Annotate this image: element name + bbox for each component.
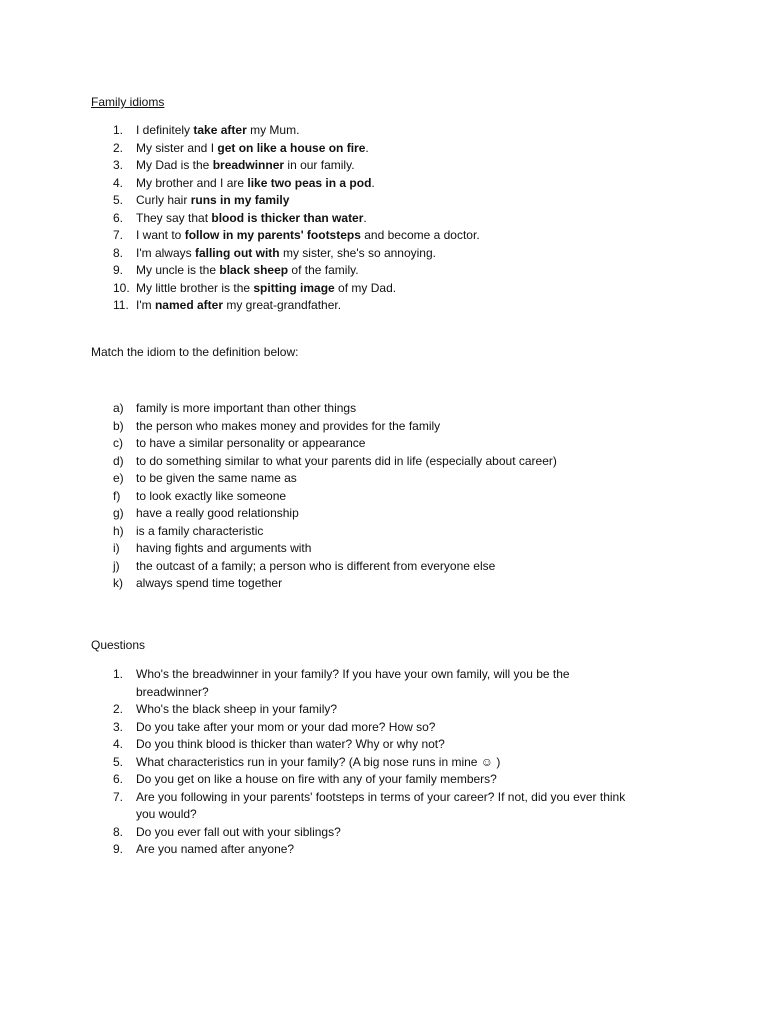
question-item <box>0 666 636 701</box>
definition-item <box>0 523 656 541</box>
idiom-text: They say that <box>136 210 212 225</box>
item-letter: c) <box>113 436 123 450</box>
idiom-item <box>0 140 656 158</box>
idiom-text: of my Dad. <box>334 280 397 295</box>
question-text: Do you ever fall out with your siblings? <box>136 824 341 839</box>
idiom-text: . <box>371 175 375 190</box>
question-text: Are you following in your parents' footsteps in terms of your career? If not, did you ever think you would? <box>136 789 626 821</box>
definition-list <box>0 400 656 593</box>
item-number: 11. <box>113 298 129 312</box>
idiom-item <box>0 245 656 263</box>
item-number: 9. <box>113 842 124 856</box>
item-letter: k) <box>113 576 123 590</box>
idiom-item <box>0 175 656 193</box>
idiom-text: I'm always <box>136 245 195 260</box>
question-text: Who's the breadwinner in your family? If you have your own family, will you be the breadwinner? <box>136 667 570 699</box>
item-letter: b) <box>113 418 124 433</box>
item-number: 3. <box>113 719 124 734</box>
question-text: What characteristics run in your family? (A big nose runs in mine ☺ ) <box>136 754 501 769</box>
question-list <box>0 666 636 859</box>
item-letter: h) <box>113 523 124 538</box>
question-item <box>0 754 636 772</box>
question-item <box>0 771 636 789</box>
idiom-text: in our family. <box>284 158 355 172</box>
item-number: 5. <box>113 754 124 769</box>
idiom-phrase: get on like a house on fire <box>217 140 366 155</box>
idiom-text: Curly hair <box>136 193 191 207</box>
definition-item <box>0 400 656 418</box>
definition-text: the person who makes money and provides for the family <box>136 418 441 433</box>
idiom-item <box>0 210 656 228</box>
idiom-phrase: black sheep <box>219 263 289 277</box>
question-item <box>0 841 636 859</box>
idiom-phrase: falling out with <box>194 245 280 260</box>
idiom-text: My sister and I <box>136 140 218 155</box>
question-item <box>0 824 636 842</box>
idiom-text: my Mum. <box>246 123 300 137</box>
idiom-text: My uncle is the <box>136 263 220 277</box>
question-item <box>0 701 636 719</box>
item-letter: d) <box>113 453 124 468</box>
definition-text: family is more important than other things <box>136 401 357 415</box>
question-item <box>0 719 636 737</box>
idiom-list <box>0 122 656 315</box>
question-item <box>0 736 636 754</box>
idiom-item <box>0 280 656 298</box>
idiom-text: of the family. <box>288 263 359 277</box>
item-number: 5. <box>113 193 124 207</box>
idiom-phrase: spitting image <box>253 280 335 295</box>
idiom-text: I definitely <box>136 123 194 137</box>
item-number: 1. <box>113 667 124 681</box>
idiom-phrase: follow in my parents' footsteps <box>184 228 361 242</box>
idiom-text: . <box>365 140 369 155</box>
item-letter: a) <box>113 401 124 415</box>
definition-text: to be given the same name as <box>136 471 297 485</box>
definition-text: is a family characteristic <box>136 523 264 538</box>
definition-text: have a really good relationship <box>136 506 299 520</box>
idiom-phrase: blood is thicker than water <box>211 210 364 225</box>
definition-item <box>0 470 656 488</box>
idiom-item <box>0 227 656 245</box>
idiom-phrase: breadwinner <box>212 158 285 172</box>
question-text: Who's the black sheep in your family? <box>136 702 338 716</box>
idiom-text: My little brother is the <box>136 280 254 295</box>
question-text: Are you named after anyone? <box>136 842 295 856</box>
item-number: 6. <box>113 772 124 786</box>
item-number: 2. <box>113 702 124 716</box>
idiom-item <box>0 297 656 315</box>
item-number: 9. <box>113 263 124 277</box>
page-title: Family idioms <box>91 95 165 109</box>
item-number: 8. <box>113 824 124 839</box>
definition-item <box>0 453 656 471</box>
definition-text: to look exactly like someone <box>136 488 287 503</box>
idiom-item <box>0 262 656 280</box>
questions-heading: Questions <box>91 638 146 652</box>
idiom-text: My Dad is the <box>136 158 213 172</box>
definition-item <box>0 435 656 453</box>
item-letter: e) <box>113 471 124 485</box>
item-number: 2. <box>113 140 124 155</box>
definition-item <box>0 558 656 576</box>
item-number: 6. <box>113 210 124 225</box>
idiom-text: . <box>363 210 367 225</box>
definition-item <box>0 505 656 523</box>
item-number: 4. <box>113 175 124 190</box>
definition-item <box>0 575 656 593</box>
item-letter: g) <box>113 506 124 520</box>
idiom-phrase: runs in my family <box>190 193 290 207</box>
item-number: 3. <box>113 158 124 172</box>
idiom-text: I'm <box>136 298 155 312</box>
idiom-phrase: take after <box>193 123 247 137</box>
item-letter: f) <box>113 488 121 503</box>
definition-text: having fights and arguments with <box>136 541 312 555</box>
idiom-text: my great-grandfather. <box>223 298 342 312</box>
item-number: 1. <box>113 123 124 137</box>
definition-text: the outcast of a family; a person who is different from everyone else <box>136 558 496 573</box>
idiom-phrase: like two peas in a pod <box>247 175 372 190</box>
idiom-item <box>0 192 656 210</box>
idiom-text: I want to <box>136 228 185 242</box>
idiom-item <box>0 157 656 175</box>
item-number: 10. <box>113 280 130 295</box>
idiom-phrase: named after <box>154 298 223 312</box>
item-letter: i) <box>113 541 120 555</box>
item-number: 4. <box>113 737 124 751</box>
question-item <box>0 789 636 824</box>
question-text: Do you think blood is thicker than water? Why or why not? <box>136 737 445 751</box>
item-number: 7. <box>113 228 124 242</box>
idiom-text: My brother and I are <box>136 175 248 190</box>
question-text: Do you get on like a house on fire with any of your family members? <box>136 772 497 786</box>
idiom-item <box>0 122 656 140</box>
match-heading: Match the idiom to the definition below: <box>91 345 299 359</box>
idiom-text: and become a doctor. <box>360 228 480 242</box>
item-letter: j) <box>113 558 120 573</box>
definition-item <box>0 540 656 558</box>
idiom-text: my sister, she's so annoying. <box>279 245 436 260</box>
question-text: Do you take after your mom or your dad more? How so? <box>136 719 436 734</box>
definition-item <box>0 488 656 506</box>
definition-text: always spend time together <box>136 576 283 590</box>
definition-text: to do something similar to what your parents did in life (especially about career) <box>136 453 557 468</box>
item-number: 7. <box>113 789 124 804</box>
definition-item <box>0 418 656 436</box>
item-number: 8. <box>113 245 124 260</box>
definition-text: to have a similar personality or appearance <box>136 436 366 450</box>
